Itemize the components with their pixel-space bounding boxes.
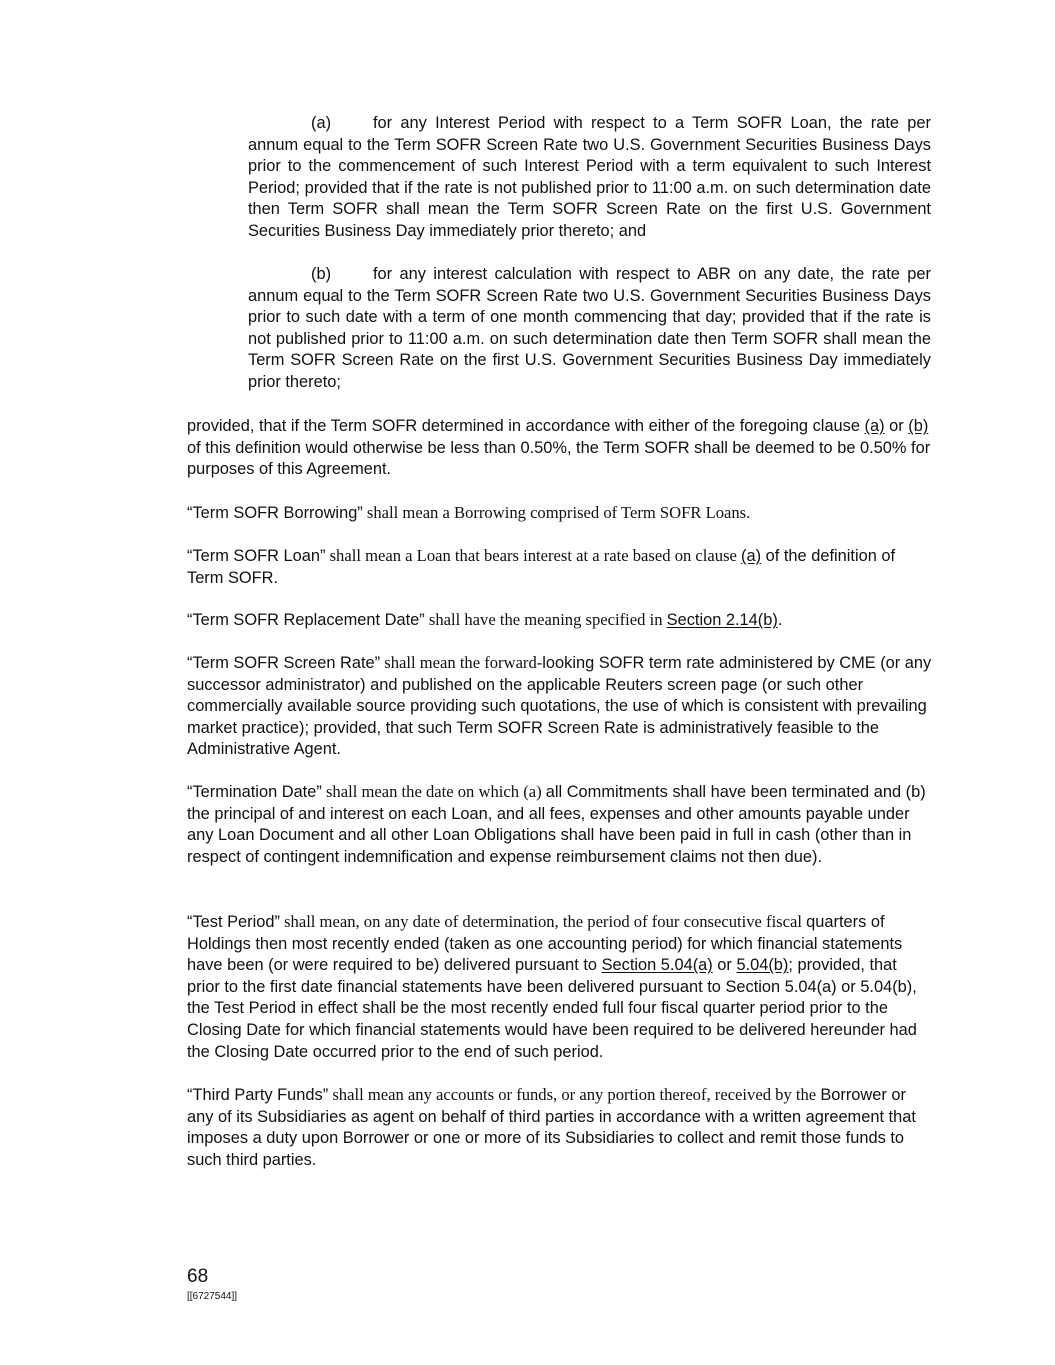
definition-text: shall mean the forward- [380, 653, 543, 672]
definition-text: shall mean any accounts or funds, or any portion thereof, received by the [328, 1085, 821, 1104]
defined-term: “Third Party Funds” [187, 1086, 329, 1104]
section-5-04b-link[interactable]: 5.04(b) [736, 956, 789, 975]
page-number: 68 [187, 1266, 209, 1287]
definition-text-continued: quarters of Holdings then most recently ended (taken as one accounting period) for which financial statements have been (or were required to be) delivered pursuant to [187, 913, 903, 975]
definition-term-sofr-replacement-date [187, 609, 932, 632]
proviso-text-2: or [884, 417, 909, 435]
defined-term: “Term SOFR Replacement Date” [187, 611, 425, 629]
defined-term: “Test Period” [187, 913, 280, 931]
definition-text-continued: looking SOFR term rate administered by CME (or any successor administrator) and published on the applicable Reuters screen page (or such other commercially available source providing such quotations, the use of which is consistent with prevailing market practice); provided, that such Term SOFR Screen Rate is administratively feasible to the Administrative Agent. [187, 654, 932, 759]
definition-term-sofr-loan [187, 545, 932, 589]
definition-text-continued: all Commitments shall have been terminated and (b) the principal of and interest on each Loan, and all fees, expenses and other amounts payable under any Loan Document and all other Loan Obligations shall have been paid in full in cash (other than in respect of contingent indemnification and expense reimbursement claims not then due). [187, 783, 926, 866]
definition-text-remainder: ; provided, that prior to the first date financial statements have been delivered pursuant to Section 5.04(a) or 5.04(b), the Test Period in effect shall be the most recently ended full four fiscal quarter period prior to the Closing Date for which financial statements would have been required to be delivered hereunder had the Closing Date occurred prior to the end of such period. [187, 956, 917, 1061]
definition-text: shall mean the date on which (a) [321, 782, 546, 801]
definition-text-continued: Borrower or any of its Subsidiaries as agent on behalf of third parties in accordance with a written agreement that imposes a duty upon Borrower or one or more of its Subsidiaries to collect and remit those funds to such third parties. [187, 1086, 916, 1169]
definition-test-period [187, 911, 932, 1063]
proviso-text-3: of this definition would otherwise be less than 0.50%, the Term SOFR shall be deemed to be 0.50% for purposes of this Agreement. [187, 438, 931, 479]
definition-term-sofr-screen-rate [187, 652, 932, 761]
clause-b-label: (b) [311, 265, 332, 283]
definition-termination-date [187, 781, 932, 868]
defined-term: “Term SOFR Borrowing” [187, 504, 363, 522]
definition-text-continued: of the definition of Term SOFR. [187, 547, 896, 587]
clause-b [248, 264, 931, 394]
definition-text: shall have the meaning specified in [424, 610, 667, 629]
document-id: [[6727544]] [187, 1291, 238, 1302]
section-5-04a-link[interactable]: Section 5.04(a) [601, 956, 713, 975]
clause-a-label: (a) [311, 114, 332, 132]
clause-b-text: for any interest calculation with respect to ABR on any date, the rate per annum equal to the Term SOFR Screen Rate two U.S. Government Securities Business Days prior to such date with a term of one month commencing that day; provided that if the rate is not published prior to 11:00 a.m. on such determination date then Term SOFR shall mean the Term SOFR Screen Rate on the first U.S. Government Securities Business Day immediately prior thereto; [248, 265, 931, 391]
definition-period: . [777, 611, 783, 629]
clause-a [248, 113, 931, 243]
defined-term: “Term SOFR Loan” [187, 547, 326, 565]
definition-term-sofr-borrowing [187, 502, 932, 525]
clause-a-text: for any Interest Period with respect to a Term SOFR Loan, the rate per annum equal to the Term SOFR Screen Rate two U.S. Government Securities Business Days prior to the commencement of such Interest Period with a term equivalent to such Interest Period; provided that if the rate is not published prior to 11:00 a.m. on such determination date then Term SOFR shall mean the Term SOFR Screen Rate on the first U.S. Government Securities Business Day immediately prior thereto; and [248, 114, 931, 240]
definition-text: shall mean a Borrowing comprised of Term SOFR Loans. [362, 503, 751, 522]
proviso-paragraph [187, 416, 932, 481]
defined-term: “Termination Date” [187, 783, 322, 801]
definition-text: shall mean a Loan that bears interest at a rate based on clause [325, 546, 742, 565]
definition-third-party-funds [187, 1084, 932, 1171]
section-2-14b-link[interactable]: Section 2.14(b) [666, 611, 778, 629]
clause-a-reference-link[interactable]: (a) [741, 547, 762, 565]
proviso-text-1: provided, that if the Term SOFR determined in accordance with either of the foregoing clause [187, 417, 865, 435]
definition-text-or: or [712, 956, 737, 975]
clause-a-reference-link[interactable]: (a) [864, 417, 885, 435]
defined-term: “Term SOFR Screen Rate” [187, 654, 381, 672]
definition-text: shall mean, on any date of determination, the period of four consecutive fiscal [279, 912, 807, 931]
clause-b-reference-link[interactable]: (b) [908, 417, 929, 435]
